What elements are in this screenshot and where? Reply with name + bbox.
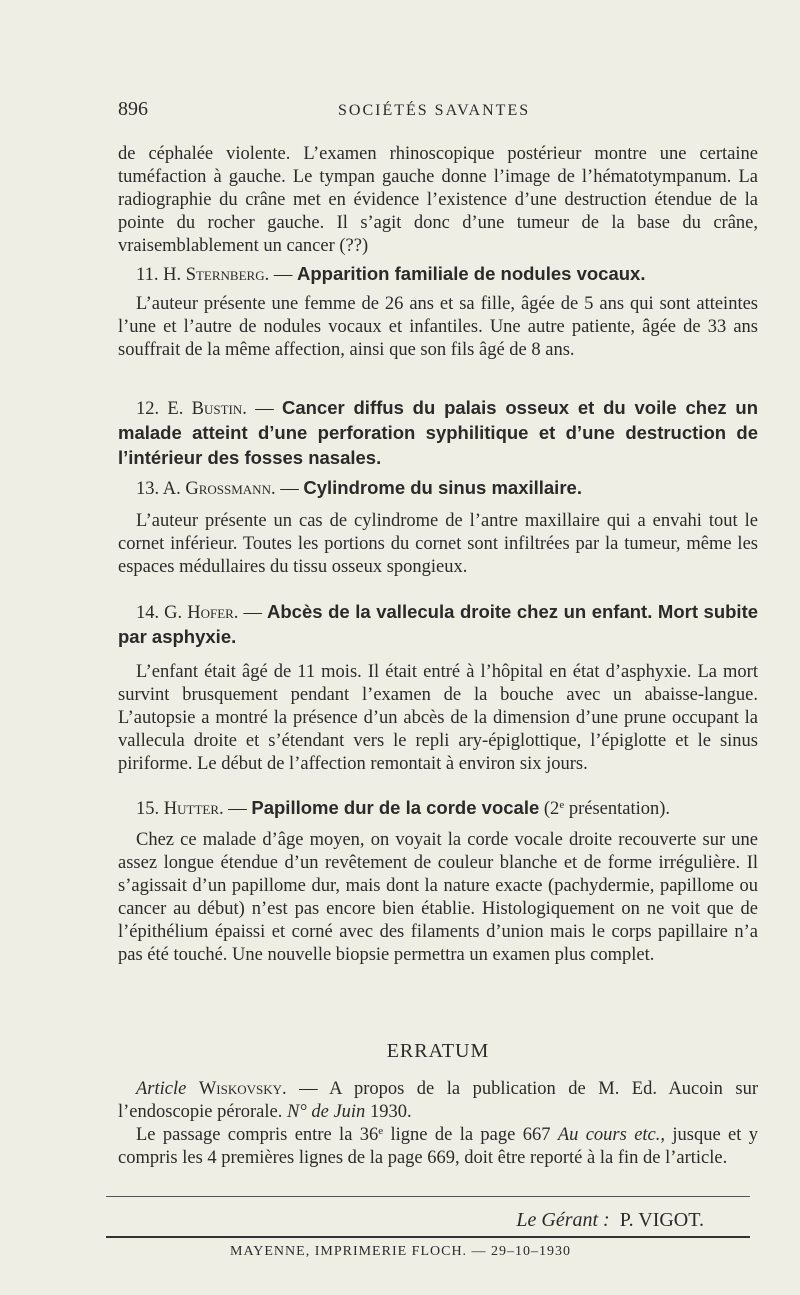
signature-name: P. VIGOT. bbox=[619, 1209, 704, 1231]
correction-text-start: Le passage compris entre la 36 bbox=[136, 1125, 379, 1145]
erratum-author: Wiskovsky. bbox=[198, 1079, 287, 1099]
correction-text-end: , jusque et y compris les 4 premières lignes de la page 669, doit être reporté à la fin de l’article. bbox=[118, 1125, 758, 1168]
erratum-reference bbox=[118, 1078, 758, 1124]
entry-11 bbox=[118, 262, 758, 362]
author-name: Hofer. bbox=[187, 603, 239, 623]
erratum-title: ERRATUM bbox=[386, 1040, 490, 1062]
author-initial: A. bbox=[162, 479, 181, 499]
article-label: Article bbox=[136, 1079, 187, 1099]
entry-heading: 13. A. Grossmann. — Cylindrome du sinus maxillaire. bbox=[136, 477, 582, 499]
intro-paragraph-block bbox=[118, 143, 758, 258]
presentation-suffix: présentation). bbox=[564, 799, 671, 819]
correction-quote: Au cours etc. bbox=[557, 1125, 661, 1145]
entry-title: Abcès de la vallecula droite chez un enfant. Mort subite par asphyxie. bbox=[118, 601, 759, 647]
entry-12 bbox=[118, 396, 758, 471]
entry-heading: 12. E. Bustin. — Cancer diffus du palais osseux et du voile chez un malade atteint d’une perforation syphilitique et d’une destruction de l’intérieur des fosses nasales. bbox=[118, 397, 759, 468]
entry-title: Papillome dur de la corde vocale bbox=[251, 797, 540, 818]
entry-number: 14. bbox=[136, 603, 160, 623]
entry-heading: 11. H. Sternberg. — Apparition familiale de nodules vocaux. bbox=[136, 263, 646, 285]
entry-body: L’auteur présente une femme de 26 ans et sa fille, âgée de 5 ans qui sont atteintes l’une et l’autre de nodules vocaux et infantiles. Une autre patiente, âgée de 33 ans souffrait de la même affection, ainsi que son fils âgé de 8 ans. bbox=[118, 294, 758, 360]
erratum-text: — A propos de la publication de M. Ed. Aucoin sur l’endoscopie pérorale. bbox=[118, 1079, 758, 1122]
erratum-correction bbox=[118, 1124, 758, 1170]
bottom-rule bbox=[106, 1236, 750, 1238]
author-initial: G. bbox=[164, 603, 183, 623]
issue-year: 1930. bbox=[365, 1102, 412, 1122]
superscript: e bbox=[559, 799, 565, 811]
entry-14 bbox=[118, 600, 758, 776]
entry-number: 11. bbox=[136, 265, 159, 285]
entry-body: L’enfant était âgé de 11 mois. Il était entré à l’hôpital en état d’asphyxie. La mort survint brusquement pendant l’examen de la bouche avec un abaisse-langue. L’autopsie a montré la présence d’un abcès de la dimension d’une prune occupant la vallecula droite et s’étendant vers le repli ary-épiglottique, l’épiglotte et le sinus piriforme. Le début de l’affection remontait à environ six jours. bbox=[118, 662, 758, 774]
top-rule bbox=[106, 1196, 750, 1197]
author-name: Grossmann. bbox=[185, 479, 276, 499]
entry-title: Cancer diffus du palais osseux et du voile chez un malade atteint d’une perforation syphilitique et d’une destruction de l’intérieur des fosses nasales. bbox=[118, 397, 759, 468]
entry-body: L’auteur présente un cas de cylindrome de l’antre maxillaire qui a envahi tout le cornet inférieur. Toutes les portions du cornet sont infiltrées par la tumeur, même les espaces médullaires du tissu osseux spongieux. bbox=[118, 511, 758, 577]
author-name: Hutter. bbox=[163, 799, 224, 819]
correction-text-mid: ligne de la page 667 bbox=[383, 1125, 558, 1145]
erratum-block bbox=[118, 1078, 758, 1170]
entry-title: Apparition familiale de nodules vocaux. bbox=[296, 263, 646, 284]
superscript: e bbox=[378, 1125, 384, 1137]
signature-label: Le Gérant : bbox=[516, 1209, 610, 1231]
entry-heading: 14. G. Hofer. — Abcès de la vallecula droite chez un enfant. Mort subite par asphyxie. bbox=[118, 601, 759, 647]
entry-number: 15. bbox=[136, 799, 160, 819]
printer-footer: MAYENNE, IMPRIMERIE FLOCH. — 29–10–1930 bbox=[230, 1244, 572, 1259]
running-title: SOCIÉTÉS SAVANTES bbox=[338, 102, 531, 119]
entry-title: Cylindrome du sinus maxillaire. bbox=[303, 477, 582, 498]
intro-paragraph: de céphalée violente. L’examen rhinoscopique postérieur montre une certaine tuméfaction à gauche. Le tympan gauche donne l’image de l’hématotympanum. La radiographie du crâne met en évidence l’existence d’une destruction étendue de la pointe du rocher gauche. Il s’agit donc d’une tumeur de la base du crâne, vraisemblablement un cancer (??) bbox=[118, 144, 758, 256]
entry-13 bbox=[118, 476, 758, 579]
entry-body: Chez ce malade d’âge moyen, on voyait la corde vocale droite recouverte sur une assez longue étendue d’un revêtement de couleur blanche et de forme irrégulière. Il s’agissait d’un papillome dur, mais dont la nature exacte (pachydermie, papillome ou cancer au début) n’est pas encore bien établie. Histologiquement on ne voit que de l’épithélium épaissi et corné avec des filaments d’union mais le corps papillaire n’a pas été touché. Une nouvelle biopsie permettra un examen plus complet. bbox=[118, 830, 758, 965]
entry-15 bbox=[118, 796, 758, 967]
author-name: Sternberg. bbox=[185, 265, 270, 285]
entry-number: 12. bbox=[136, 399, 160, 419]
page-header bbox=[118, 98, 760, 126]
entry-number: 13. bbox=[136, 479, 160, 499]
author-initial: H. bbox=[163, 265, 182, 285]
page-number: 896 bbox=[118, 98, 148, 120]
signature bbox=[516, 1209, 704, 1232]
issue-reference: N° de Juin bbox=[287, 1102, 366, 1122]
author-initial: E. bbox=[167, 399, 184, 419]
entry-heading: 15. Hutter. — Papillome dur de la corde vocale (2e présentation). bbox=[136, 797, 671, 819]
presentation-number: (2 bbox=[543, 799, 560, 819]
author-name: Bustin. bbox=[191, 399, 247, 419]
